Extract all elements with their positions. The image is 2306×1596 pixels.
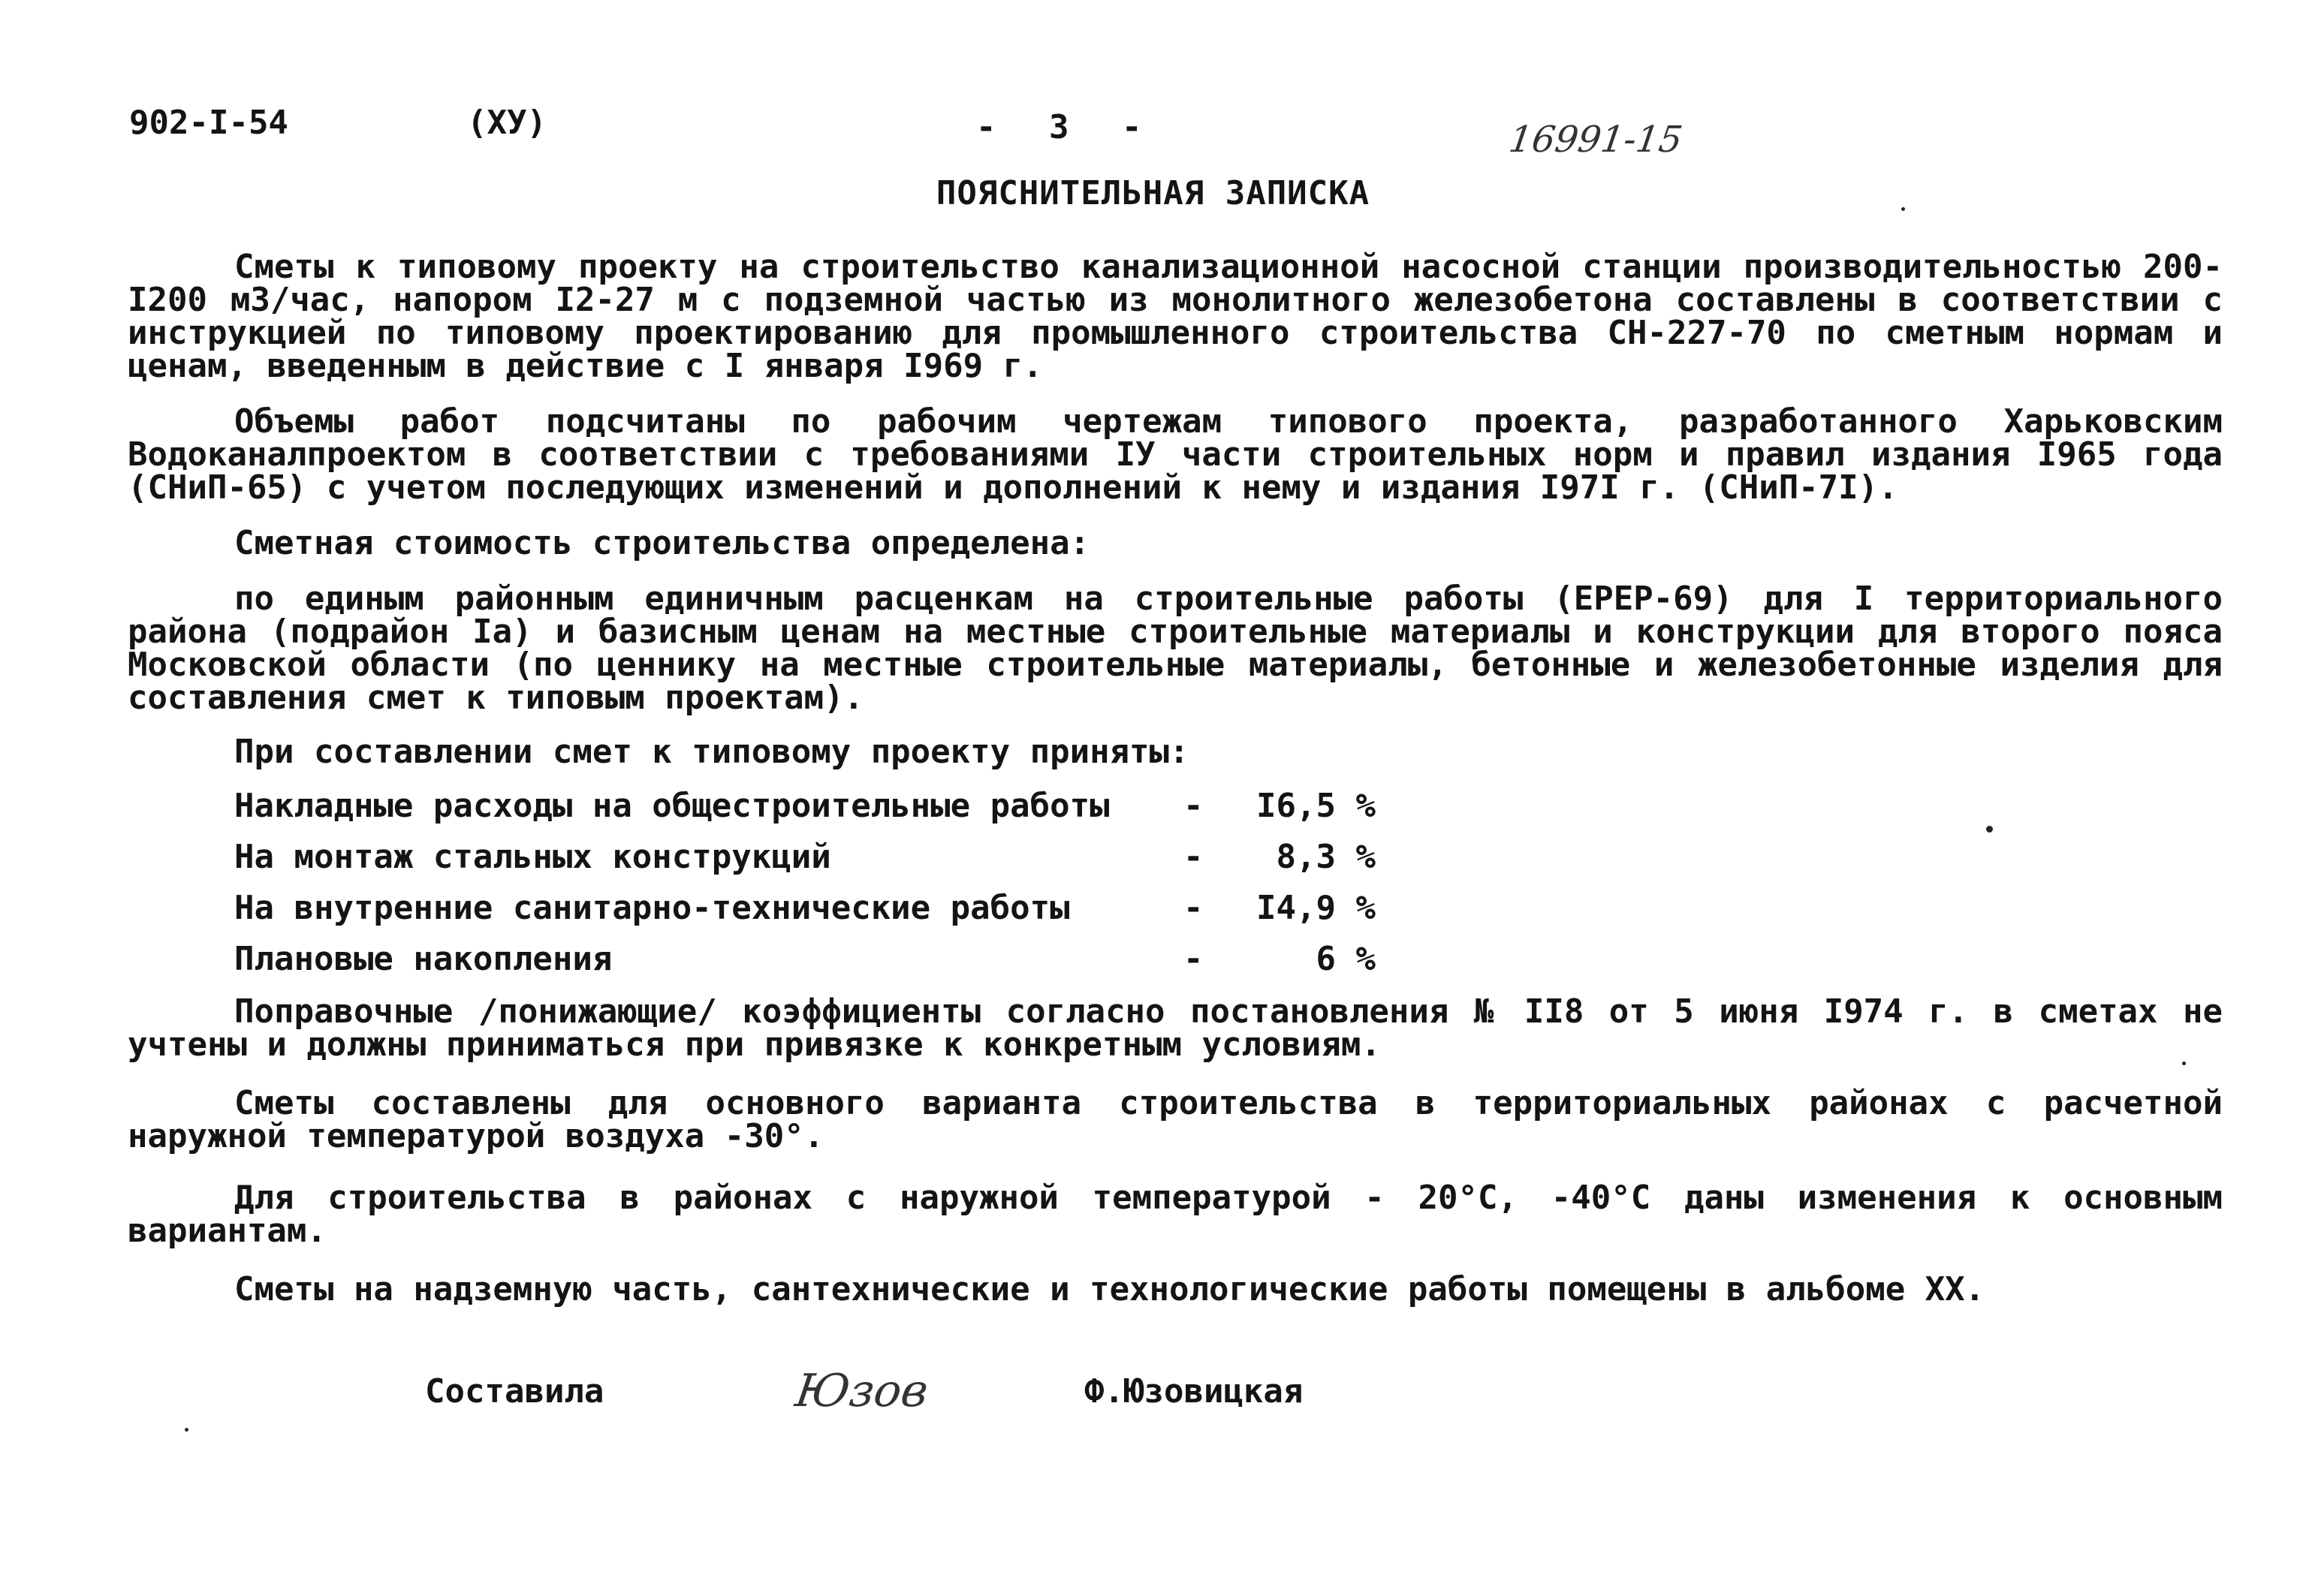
paragraph-2: Объемы работ подсчитаны по рабочим чертежам типового проекта, разработанного Харьковским Водоканалпроектом в соответствии с требованиями IУ части строительных норм и правил издания I965 года (СНиП-65) с учетом последующих изменений и дополнений к нему и издания I97I г. (СНиП-7I). xyxy=(128,402,2223,507)
rate-label: Плановые накопления xyxy=(234,940,613,978)
paragraph-7: Сметы составлены для основного варианта строительства в территориальных районах с расчетной наружной температурой воздуха -30°. xyxy=(128,1084,2223,1155)
rate-label: Накладные расходы на общестроительные работы xyxy=(234,787,1110,825)
scan-speck xyxy=(1901,207,1905,211)
page-title: ПОЯСНИТЕЛЬНАЯ ЗАПИСКА xyxy=(936,174,1370,212)
rate-value: 6 % xyxy=(1316,940,1376,978)
document-code: 902-I-54 xyxy=(129,104,288,142)
paragraph-6: Поправочные /понижающие/ коэффициенты согласно постановления № II8 от 5 июня I974 г. в сметах не учтены и должны приниматься при привязке к конкретным условиям. xyxy=(128,992,2223,1064)
signatory-name: Ф.Юзовицкая xyxy=(1084,1372,1304,1411)
scan-speck xyxy=(1986,826,1993,833)
signature-label: Составила xyxy=(425,1372,604,1411)
paragraph-9: Сметы на надземную часть, сантехнические и технологические работы помещены в альбоме XX. xyxy=(234,1270,1985,1308)
rate-dash: - xyxy=(1183,787,1204,825)
scan-speck xyxy=(2182,1061,2186,1065)
section-roman-number: (XУ) xyxy=(467,104,547,142)
rate-row xyxy=(234,787,1376,829)
rate-label: На внутренние санитарно-технические работы xyxy=(234,889,1070,927)
paragraph-4: по единым районным единичным расценкам на строительные работы (ЕРЕР-69) для I территориального района (подрайон Iа) и базисным ценам на местные строительные материалы и конструкции для второго пояса Московской области (по ценнику на местные строительные материалы, бетонные и железобетонные изделия для составления смет к типовым проектам). xyxy=(128,580,2223,717)
rate-dash: - xyxy=(1183,889,1204,927)
rate-row xyxy=(234,889,1376,931)
paragraph-5: При составлении смет к типовому проекту приняты: xyxy=(234,733,1189,771)
rate-dash: - xyxy=(1183,838,1204,876)
paragraph-3: Сметная стоимость строительства определена: xyxy=(234,524,1090,562)
paragraph-1: Сметы к типовому проекту на строительство канализационной насосной станции производительностью 200-I200 м3/час, напором I2-27 м с подземной частью из монолитного железобетона составлены в соответствии с инструкцией по типовому проектированию для промышленного строительства СН-227-70 по сметным нормам и ценам, введенным в действие с I января I969 г. xyxy=(128,248,2223,385)
rate-row xyxy=(234,838,1376,880)
paragraph-8: Для строительства в районах с наружной температурой - 20°С, -40°С даны изменения к основным вариантам. xyxy=(128,1179,2223,1250)
handwritten-signature: Юзов xyxy=(792,1365,932,1417)
rate-value: I4,9 % xyxy=(1256,889,1376,927)
rate-label: На монтаж стальных конструкций xyxy=(234,838,831,876)
page-number: - 3 - xyxy=(976,108,1159,146)
rate-row xyxy=(234,940,1376,982)
rate-value: 8,3 % xyxy=(1276,838,1376,876)
rate-value: I6,5 % xyxy=(1256,787,1376,825)
scan-speck xyxy=(185,1428,188,1432)
rate-dash: - xyxy=(1183,940,1204,978)
handwritten-archive-number: 16991-15 xyxy=(1506,119,1685,161)
